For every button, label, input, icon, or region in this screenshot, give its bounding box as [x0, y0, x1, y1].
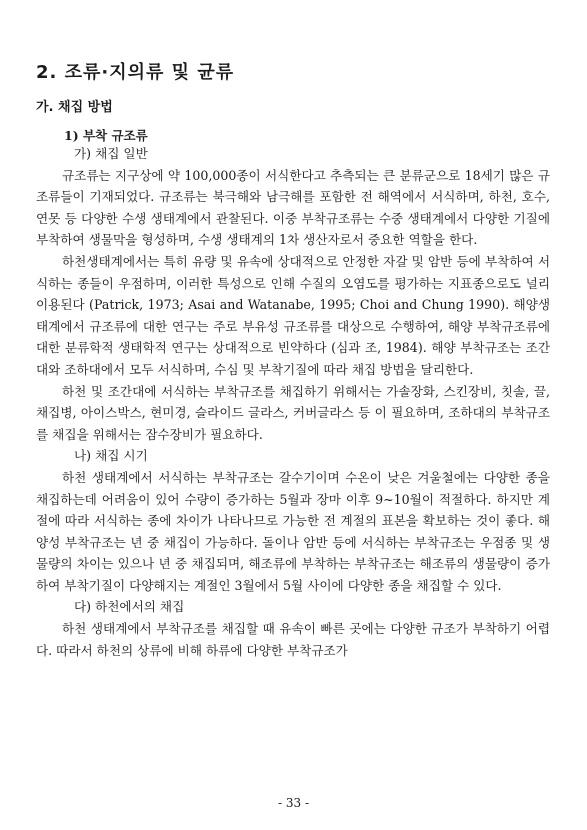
subheading-river-collection: 다) 하천에서의 채집 — [74, 599, 185, 615]
subheading-collection-season: 나) 채집 시기 — [74, 448, 148, 464]
section-title: 가. 채집 방법 — [36, 100, 113, 115]
body-text — [36, 143, 550, 661]
paragraph: 하천 생태계에서 부착규조를 채집할 때 유속이 빠른 곳에는 다양한 규조가 부착하기 어렵다. 따라서 하천의 상류에 비해 하류에 다양한 부착규조가 — [36, 621, 550, 658]
paragraph: 하천생태계에서는 특히 유량 및 유속에 상대적으로 안정한 자갈 및 암반 등에 부착하여 서식하는 종들이 우점하며, 이러한 특성으로 인해 수질의 오염도를 평가하는 지표종으로도 널리 이용된다 (Patrick, 1973; Asai and Watanabe, 1995; Choi and Chung 1990). 해양생태계에서 규조류에 대한 연구는 주로 부유성 규조류를 대상으로 수행하여, 해양 부착규조류에 대한 분류학적 생태학적 연구는 상대적으로 빈약하다 (심과 조, 1984). 해양 부착규조는 조간대와 조하대에서 모두 서식하며, 수심 및 부착기질에 따라 채집 방법을 달리한다. — [36, 253, 550, 377]
subsection-heading: 1) 부착 규조류 — [64, 128, 148, 143]
paragraph: 규조류는 지구상에 약 100,000종이 서식한다고 추측되는 큰 분류군으로 18세기 많은 규조류들이 기재되었다. 규조류는 북극해와 남극해를 포함한 전 해역에서 서식하며, 하천, 호수, 연못 등 다양한 수생 생태계에서 관찰된다. 이중 부착규조류는 수중 생태계에서 다양한 기질에 부착하여 생물막을 형성하며, 수생 생태계의 1차 생산자로서 중요한 역할을 한다. — [36, 167, 550, 248]
subheading-collection-general: 가) 채집 일반 — [74, 146, 148, 161]
chapter-title: 2. 조류·지의류 및 균류 — [36, 62, 235, 83]
paragraph: 하천 생태계에서 서식하는 부착규조는 갈수기이며 수온이 낮은 겨울철에는 다양한 종을 채집하는데 어려움이 있어 수량이 증가하는 5월과 장마 이후 9~10월이 적절하다. 하지만 계절에 따라 서식하는 종에 차이가 나타나므로 가능한 전 계절의 표본을 확보하는 것이 좋다. 해양성 부착규조는 년 중 채집이 가능하다. 돌이나 암반 등에 서식하는 부착규조는 우점종 및 생물량의 차이는 있으나 년 중 채집되며, 해조류에 부착하는 부착규조는 해조류의 생물량이 증가하여 부착기질이 다양해지는 계절인 3월에서 5월 사이에 다양한 종을 채집할 수 있다. — [36, 469, 550, 593]
page-number: - 33 - — [277, 796, 309, 810]
paragraph: 하천 및 조간대에 서식하는 부착규조를 채집하기 위해서는 가솔장화, 스킨장비, 칫솔, 끌, 채집병, 아이스박스, 현미경, 슬라이드 글라스, 커버글라스 등 이 필요하며, 조하대의 부착규조를 채집을 위해서는 잠수장비가 필요하다. — [36, 383, 550, 442]
